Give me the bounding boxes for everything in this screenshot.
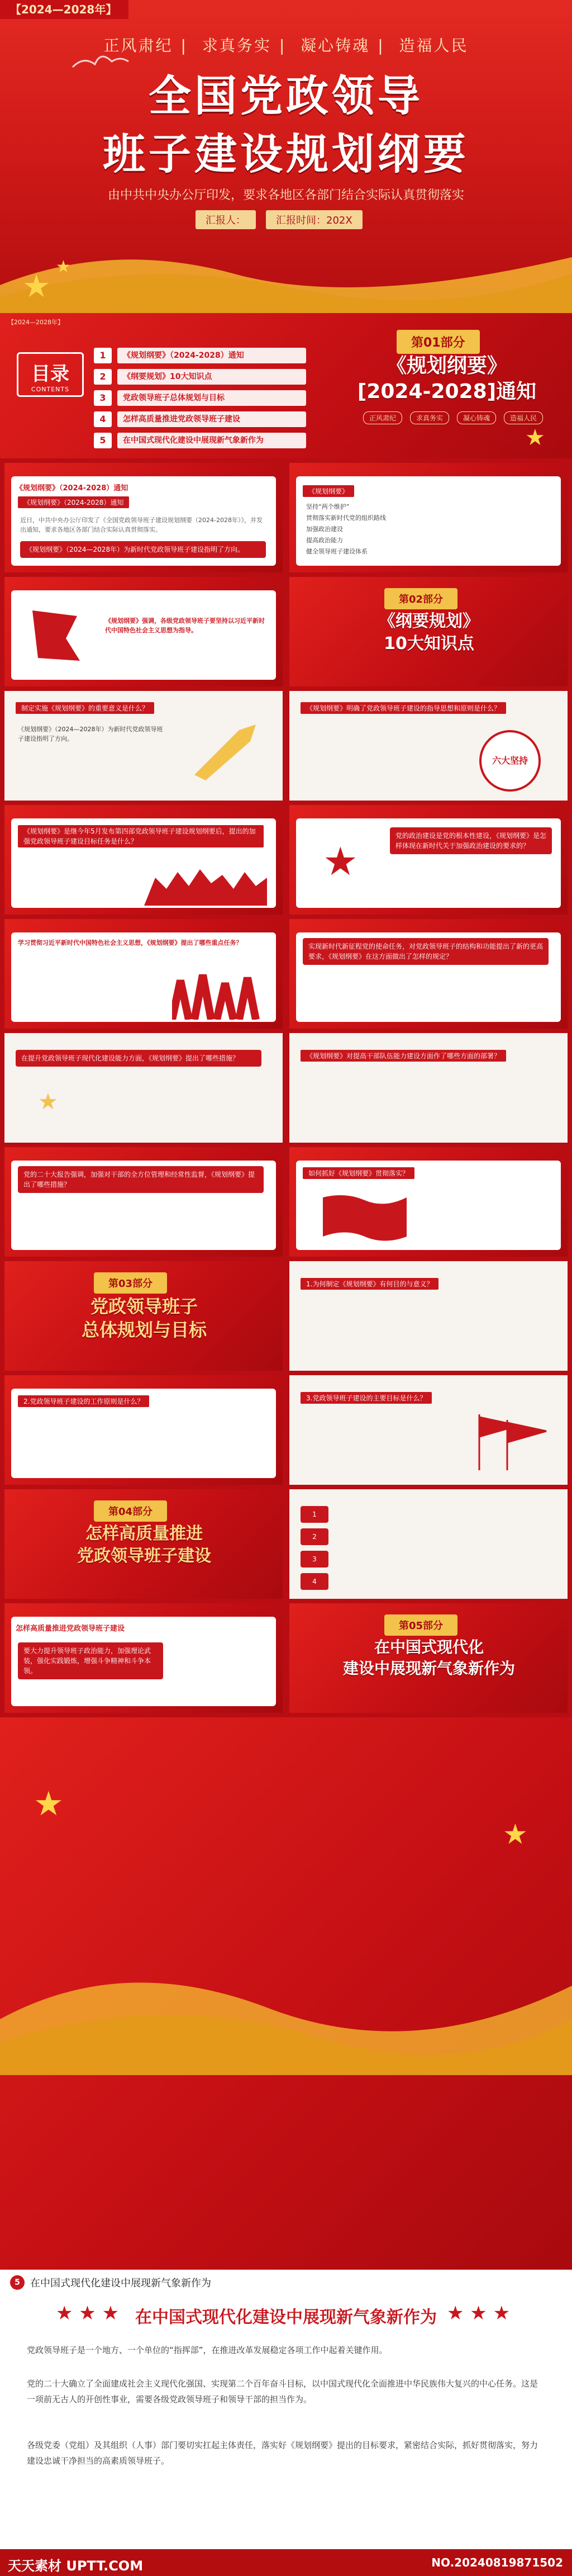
slide-q2 [289, 691, 568, 801]
decorative-band [0, 1717, 572, 2270]
part-badge: 第04部分 [94, 1500, 167, 1522]
trumpet-icon [189, 713, 267, 786]
part3-divider [4, 1261, 283, 1371]
slide-notice [4, 463, 283, 572]
slide-q6 [289, 919, 568, 1029]
slide-q5 [4, 919, 283, 1029]
question-ribbon: 《规划纲要》对提高干部队伍能力建设方面作了哪些方面的部署？ [301, 1050, 506, 1062]
slide-header: 《规划纲要》（2024-2028）通知 [16, 484, 128, 493]
part-badge: 第03部分 [94, 1272, 167, 1294]
slide-q3 [4, 805, 283, 915]
slide-guideline [4, 577, 283, 686]
slide-q7 [4, 1033, 283, 1143]
presenter-row [196, 210, 363, 229]
part2-divider [289, 577, 568, 686]
slide-tag: 【2024—2028年】 [8, 319, 64, 326]
part-badge: 第05部分 [384, 1614, 457, 1636]
motto: 正风肃纪 | 求真务实 | 凝心铸魂 | 造福人民 [103, 36, 469, 55]
cover-title [0, 67, 572, 183]
final-slide [0, 2270, 572, 2549]
toc-item[interactable] [94, 410, 306, 428]
question-ribbon: 3.党政领导班子建设的主要目标是什么？ [301, 1392, 432, 1404]
toc-item[interactable] [94, 368, 306, 386]
slide-q10 [289, 1147, 568, 1257]
toc-num: 4 [94, 411, 112, 427]
question-ribbon: 制定实施《规划纲要》的重要意义是什么？ [16, 702, 154, 714]
slide-q9 [4, 1147, 283, 1257]
slide-header: 怎样高质量推进党政领导班子建设 [16, 1625, 125, 1633]
list-item: 加强政治建设 [306, 525, 343, 533]
toc-text: 《纲要规划》10大知识点 [117, 369, 306, 385]
toc-text: 在中国式现代化建设中展现新气象新作为 [117, 433, 306, 448]
question-text: 学习贯彻习近平新时代中国特色社会主义思想，《规划纲要》提出了哪些重点任务？ [18, 939, 242, 946]
part-title-line2: [2024-2028]通知 [357, 380, 537, 403]
part-title [21, 1523, 267, 1568]
slide-q1 [4, 691, 283, 801]
slide-q4 [289, 805, 568, 915]
red-flag-icon [323, 1192, 407, 1242]
part-badge: 第02部分 [384, 588, 457, 609]
pill: 求真务实 [410, 411, 449, 424]
star-icon: ★ [503, 1818, 528, 1850]
watermark-footer [0, 2549, 572, 2576]
question-box: 党的政治建设是党的根本性建设，《规划纲要》是怎样体现在新时代关于加强政治建设的要求的？ [390, 827, 552, 854]
asset-number: NO.20240819871502 [431, 2556, 563, 2569]
highlight-box: 要大力提升领导班子政治能力，加强理论武装，强化实践锻炼，增强斗争精神和斗争本领。 [18, 1642, 163, 1679]
toc-num: 1 [94, 348, 112, 363]
toc-list [94, 347, 306, 453]
part-title-line2: 总体规划与目标 [81, 1319, 207, 1341]
motto-item: 求真务实 [202, 36, 271, 55]
toc-label: 目录 [31, 363, 69, 385]
time-label: 汇报时间：202X [266, 210, 363, 229]
toc-num: 2 [94, 369, 112, 385]
pill: 凝心铸魂 [457, 411, 496, 424]
part-title-line2: 建设中展现新气象新作为 [342, 1659, 515, 1678]
slide-p3b [4, 1375, 283, 1485]
motto-item: 正风肃纪 [103, 36, 173, 55]
part-title-line2: 10大知识点 [384, 634, 474, 654]
star-icon: ★ [56, 257, 71, 277]
part-title [335, 353, 559, 405]
toc-label-box [17, 352, 84, 397]
part-title [306, 1637, 552, 1679]
body-text: 近日，中共中央办公厅印发了《全国党政领导班子建设规划纲要（2024-2028年）》，并发出通知，要求各地区各部门结合实际认真贯彻落实。 [20, 517, 263, 533]
slide-p4-list [289, 1489, 568, 1599]
slide-p4-detail [4, 1603, 283, 1713]
part-title-line1: 在中国式现代化 [374, 1638, 484, 1656]
part5-divider [289, 1603, 568, 1713]
star-icon: ★ [38, 1089, 58, 1115]
cover-title-line1: 全国党政领导 [149, 71, 423, 121]
toc-item[interactable] [94, 389, 306, 407]
step-badge: 4 [301, 1573, 328, 1590]
list-item: 坚持“两个维护” [306, 503, 350, 510]
toc-item[interactable] [94, 432, 306, 449]
question-box: 实现新时代新征程党的使命任务，对党政领导班子的结构和功能提出了新的更高要求，《规划纲要》在这方面做出了怎样的规定？ [303, 938, 549, 965]
toc-text: 党政领导班子总体规划与目标 [117, 390, 306, 406]
section-banner [10, 2275, 211, 2290]
question-ribbon: 《规划纲要》是继今年5月发布第四部党政领导班子建设规划纲要后，提出的加强党政领导班子建设目标任务是什么？ [18, 825, 264, 847]
step-badge: 3 [301, 1551, 328, 1568]
final-headline: 在中国式现代化建设中展现新气象新作为 [135, 2308, 437, 2327]
motto-item: 造福人民 [399, 36, 469, 55]
part-title [21, 1295, 267, 1342]
soldiers-silhouette [172, 969, 267, 1020]
cover-title-line2: 班子建设规划纲要 [103, 129, 469, 179]
body-text: 《规划纲要》强调，各级党政领导班子要坚持以习近平新时代中国特色社会主义思想为指导。 [105, 617, 265, 634]
section-title: 在中国式现代化建设中展现新气象新作为 [30, 2277, 211, 2289]
silk-ribbon-decoration [0, 1930, 572, 2075]
section-ribbon: 《规划纲要》（2024-2028）通知 [18, 496, 129, 508]
list-item: 贯彻落实新时代党的组织路线 [306, 514, 386, 522]
star-icon: ★ [34, 1784, 64, 1824]
section-number: 5 [10, 2275, 25, 2290]
toc-num: 5 [94, 433, 112, 448]
presenter-label: 汇报人： [196, 210, 256, 229]
part-title-line1: 《纲要规划》 [379, 612, 479, 631]
step-badge: 2 [301, 1528, 328, 1545]
part-title-line1: 《规划纲要》 [386, 354, 507, 377]
flag-icon [27, 605, 88, 666]
list-item: 健全领导班子建设体系 [306, 548, 368, 555]
step-badge: 1 [301, 1506, 328, 1523]
body-text: 《规划纲要》（2024—2028年）为新时代党政领导班子建设指明了方向。 [18, 726, 163, 742]
star-icon: ★ [323, 839, 358, 884]
year-tag: 【2024—2028年】 [0, 0, 128, 19]
question-ribbon: 1.为何制定《规划纲要》有何目的与意义？ [301, 1278, 438, 1290]
toc-text: 怎样高质量推进党政领导班子建设 [117, 411, 306, 427]
crowd-silhouette [144, 861, 267, 906]
toc-slide [0, 313, 572, 458]
toc-item[interactable] [94, 347, 306, 364]
silk-ribbon-decoration [0, 235, 572, 313]
list-item: 提高政治能力 [306, 537, 343, 544]
pill-row [363, 411, 543, 424]
paragraph: 党的二十大确立了全面建成社会主义现代化强国、实现第二个百年奋斗目标，以中国式现代化全面推进中华民族伟大复兴的中心任务。这是一项前无古人的开创性事业，需要各级党政领导班子和领导干部的担当作为。 [27, 2379, 538, 2404]
toc-label-en: CONTENTS [31, 386, 70, 393]
red-flag-icon [474, 1414, 552, 1470]
pill: 正风肃纪 [363, 411, 402, 424]
star-icon: ★ [22, 268, 51, 305]
cover-slide [0, 0, 572, 313]
motto-item: 凝心铸魂 [301, 36, 370, 55]
question-ribbon: 如何抓好《规划纲要》贯彻落实？ [303, 1167, 414, 1179]
highlight-box: 《规划纲要》（2024—2028年）为新时代党政领导班子建设指明了方向。 [20, 541, 266, 558]
part-title-line2: 党政领导班子建设 [77, 1546, 211, 1566]
part-title [312, 610, 546, 655]
question-box: 党的二十大报告强调，加强对干部的全方位管理和经常性监督，《规划纲要》提出了哪些措施？ [18, 1166, 264, 1193]
slide-p3c [289, 1375, 568, 1485]
cover-subtitle: 由中共中央办公厅印发，要求各地区各部门结合实际认真贯彻落实 [107, 188, 464, 202]
site-brand: 天天素材 UPTT.COM [8, 2558, 144, 2574]
star-icon: ★ ★ ★ [56, 2302, 120, 2324]
paragraph: 党政领导班子是一个地方、一个单位的“指挥部”，在推进改革发展稳定各项工作中起着关键作用。 [27, 2345, 388, 2355]
question-box: 在提升党政领导班子现代化建设能力方面，《规划纲要》提出了哪些措施？ [16, 1050, 261, 1067]
part4-divider [4, 1489, 283, 1599]
section-ribbon: 《规划纲要》 [303, 485, 354, 497]
toc-num: 3 [94, 390, 112, 406]
paragraph: 各级党委（党组）及其组织（人事）部门要切实扛起主体责任，落实好《规划纲要》提出的目标要求，紧密结合实际，抓好贯彻落实，努力建设忠诚干净担当的高素质领导班子。 [27, 2440, 538, 2466]
toc-text: 《规划纲要》（2024-2028）通知 [117, 348, 306, 363]
part-title-line1: 怎样高质量推进 [85, 1524, 203, 1543]
question-ribbon: 2.党政领导班子建设的工作原则是什么？ [18, 1395, 149, 1407]
six-principles-badge: 六大坚持 [479, 730, 541, 792]
question-ribbon: 《规划纲要》明确了党政领导班子建设的指导思想和原则是什么？ [301, 702, 506, 714]
star-icon: ★ ★ ★ [447, 2302, 511, 2324]
part-badge: 第01部分 [397, 330, 480, 354]
slide-q8 [289, 1033, 568, 1143]
star-icon: ★ [525, 425, 545, 451]
slide-p3a [289, 1261, 568, 1371]
part-title-line1: 党政领导班子 [90, 1296, 198, 1317]
pill: 造福人民 [504, 411, 543, 424]
slide-outline [289, 463, 568, 572]
